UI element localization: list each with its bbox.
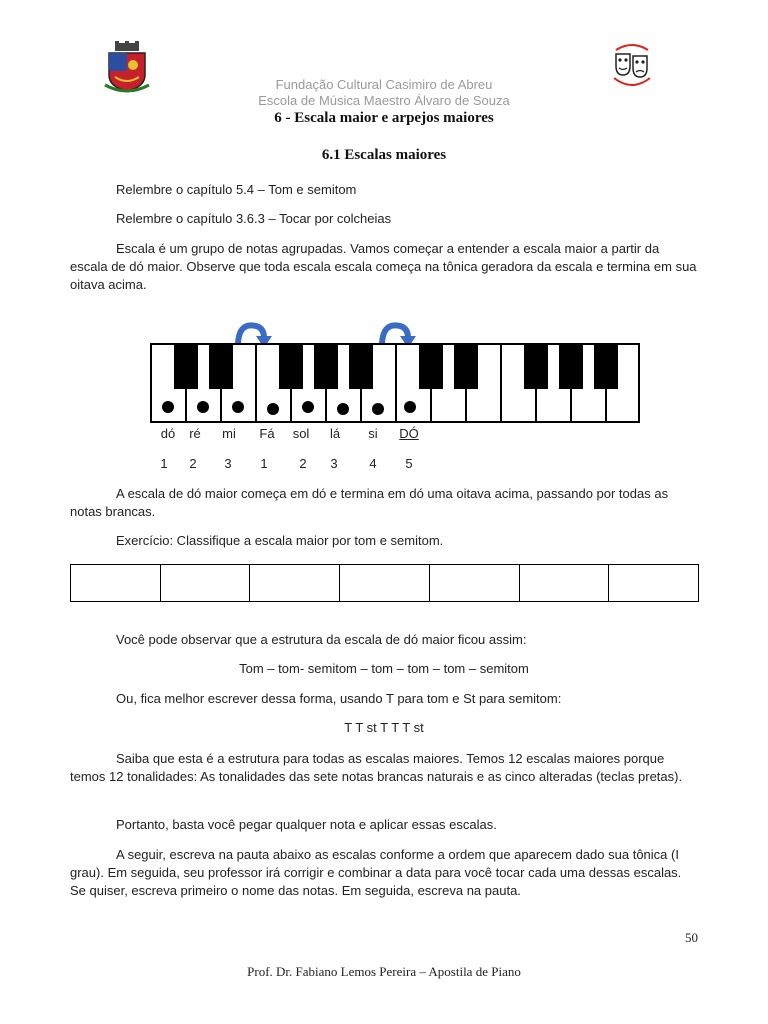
note-name: sol	[292, 426, 310, 441]
footer: Prof. Dr. Fabiano Lemos Pereira – Apostila de Piano	[247, 964, 521, 979]
note-name: dó	[160, 426, 176, 441]
note-name-upper-do: DÓ	[399, 426, 419, 441]
paragraph: A escala de dó maior começa em dó e termina em dó uma oitava acima, passando por todas as notas brancas.	[70, 486, 669, 519]
paragraph: Ou, fica melhor escrever dessa forma, usando T para tom e St para semitom:	[116, 691, 562, 706]
finger-number: 1	[260, 456, 268, 471]
exercise-cell[interactable]	[160, 565, 250, 602]
paragraph: Exercício: Classifique a escala maior por tom e semitom.	[116, 533, 444, 548]
exercise-cell[interactable]	[429, 565, 519, 602]
note-dot	[337, 403, 349, 415]
scale-structure-words: Tom – tom- semitom – tom – tom – tom – semitom	[239, 661, 529, 676]
piano-keyboard	[150, 343, 640, 423]
paragraph: Relembre o capítulo 3.6.3 – Tocar por colcheias	[116, 211, 392, 226]
fingering-row	[0, 456, 768, 476]
note-dot	[302, 401, 314, 413]
paragraph: A seguir, escreva na pauta abaixo as escalas conforme a ordem que aparecem dado sua tônica (I grau). Em seguida, seu professor irá corrigir e combinar a data para você tocar cada uma dessas escalas. Se quiser, escreva primeiro o nome das notas. Em seguida, escreva na pauta.	[70, 847, 682, 898]
exercise-cell[interactable]	[340, 565, 430, 602]
note-dot	[404, 401, 416, 413]
note-dot	[267, 403, 279, 415]
paragraph: Relembre o capítulo 5.4 – Tom e semitom	[116, 182, 357, 197]
paragraph: Você pode observar que a estrutura da escala de dó maior ficou assim:	[116, 632, 527, 647]
finger-number: 1	[160, 456, 168, 471]
exercise-cell[interactable]	[609, 565, 699, 602]
note-names-row	[0, 426, 768, 446]
header-school: Escola de Música Maestro Álvaro de Souza	[258, 93, 510, 108]
exercise-cell[interactable]	[71, 565, 161, 602]
note-name: ré	[189, 426, 201, 441]
finger-number: 4	[369, 456, 377, 471]
finger-number: 5	[405, 456, 413, 471]
paragraph: Saiba que esta é a estrutura para todas as escalas maiores. Temos 12 escalas maiores porque temos 12 tonalidades: As tonalidades das sete notas brancas naturais e as cinco alteradas (teclas pretas).	[70, 751, 683, 784]
note-name: Fá	[259, 426, 275, 441]
paragraph: Portanto, basta você pegar qualquer nota e aplicar essas escalas.	[116, 817, 497, 832]
finger-number: 3	[330, 456, 338, 471]
note-dot	[197, 401, 209, 413]
chapter-title: 6 - Escala maior e arpejos maiores	[274, 110, 494, 126]
note-name: mi	[222, 426, 236, 441]
note-dot	[162, 401, 174, 413]
note-name: si	[368, 426, 378, 441]
paragraph: Escala é um grupo de notas agrupadas. Vamos começar a entender a escala maior a partir da escala de dó maior. Observe que toda escala escala começa na tônica geradora da escala e termina em sua oitava acima.	[70, 241, 697, 292]
section-title: 6.1 Escalas maiores	[321, 147, 447, 163]
page-number: 50	[685, 930, 698, 945]
exercise-cell[interactable]	[519, 565, 609, 602]
finger-number: 3	[224, 456, 232, 471]
exercise-cell[interactable]	[250, 565, 340, 602]
scale-structure-abbrev: T T st T T T st	[344, 720, 424, 735]
note-dot	[232, 401, 244, 413]
exercise-table	[70, 564, 699, 602]
note-dot	[372, 403, 384, 415]
header-institution: Fundação Cultural Casimiro de Abreu	[275, 77, 493, 92]
note-name: lá	[329, 426, 341, 441]
finger-number: 2	[299, 456, 307, 471]
finger-number: 2	[189, 456, 197, 471]
